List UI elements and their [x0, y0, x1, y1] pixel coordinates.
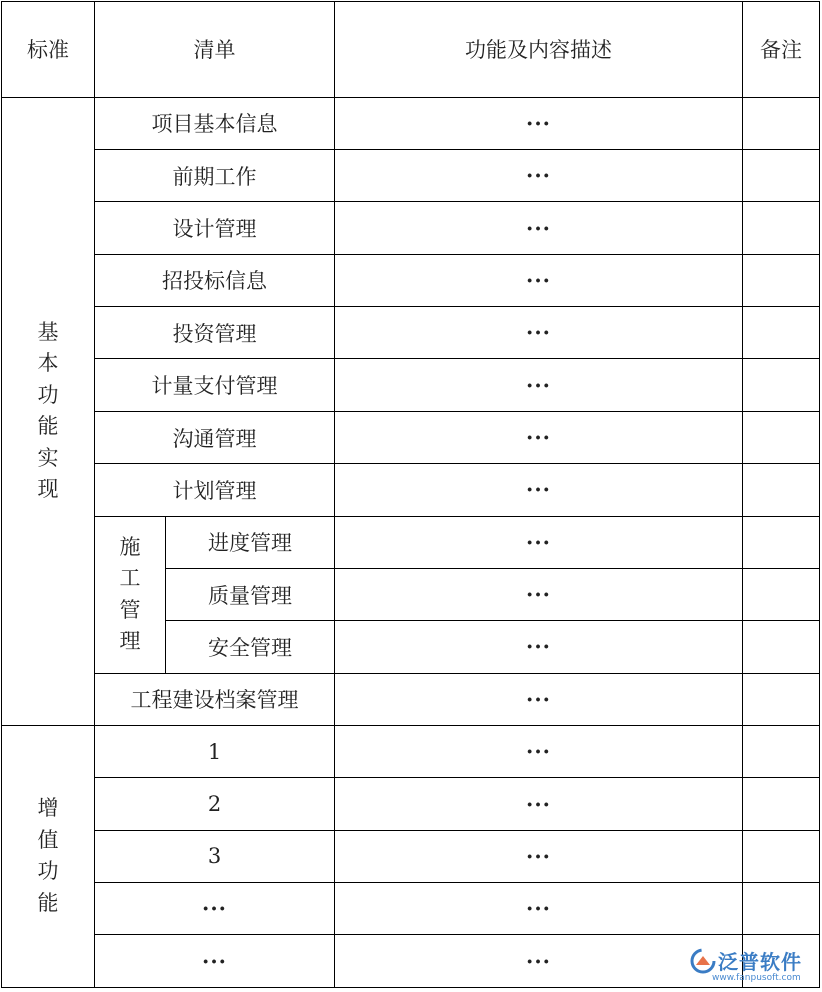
- item-remark: [743, 725, 820, 777]
- table-row: [2, 778, 820, 830]
- item-desc: ···: [335, 464, 743, 516]
- table-row: [2, 883, 820, 935]
- item-name: ···: [95, 883, 335, 935]
- group-basic-functions: [2, 97, 95, 725]
- item-remark: [743, 883, 820, 935]
- item-remark: [743, 150, 820, 202]
- table-row: [2, 254, 820, 306]
- group-basic-label: 基本功能实现: [37, 319, 59, 502]
- group-value-added: [2, 725, 95, 987]
- item-desc: ···: [335, 673, 743, 725]
- watermark-brand: 泛普软件: [718, 950, 802, 974]
- table-row: [2, 202, 820, 254]
- item-name: 投资管理: [95, 307, 335, 359]
- table-row: [2, 359, 820, 411]
- item-desc: ···: [335, 202, 743, 254]
- item-desc: ···: [335, 150, 743, 202]
- header-remarks: 备注: [743, 2, 820, 98]
- item-name: 前期工作: [95, 150, 335, 202]
- item-name: 质量管理: [166, 568, 335, 620]
- item-desc: ···: [335, 97, 743, 149]
- item-desc: ···: [335, 621, 743, 673]
- item-remark: [743, 254, 820, 306]
- watermark-url: www.fanpusoft.com: [712, 973, 801, 983]
- item-name: 沟通管理: [95, 411, 335, 463]
- item-remark: [743, 202, 820, 254]
- table-row: [2, 411, 820, 463]
- table-row: [2, 516, 820, 568]
- fanpu-logo-icon: [690, 948, 716, 974]
- item-name: ···: [95, 935, 335, 988]
- item-remark: [743, 464, 820, 516]
- item-remark: [743, 621, 820, 673]
- table-row: [2, 830, 820, 882]
- item-remark: [743, 673, 820, 725]
- item-remark: [743, 568, 820, 620]
- table-row: [2, 97, 820, 149]
- header-row: [2, 2, 820, 98]
- item-name: 进度管理: [166, 516, 335, 568]
- item-remark: [743, 359, 820, 411]
- table-row: [2, 150, 820, 202]
- item-desc: ···: [335, 307, 743, 359]
- subgroup-construction-label: 施工管理: [119, 534, 141, 654]
- group-value-added-label: 增值功能: [37, 796, 59, 915]
- item-remark: [743, 411, 820, 463]
- header-standard: 标准: [2, 2, 95, 98]
- item-name: 工程建设档案管理: [95, 673, 335, 725]
- table-row: [2, 464, 820, 516]
- item-desc: ···: [335, 935, 743, 988]
- fanpu-watermark: [690, 946, 818, 988]
- item-name: 3: [95, 830, 335, 882]
- subgroup-construction: [95, 516, 166, 673]
- table-row: [2, 307, 820, 359]
- item-remark: [743, 778, 820, 830]
- item-name: 项目基本信息: [95, 97, 335, 149]
- item-desc: ···: [335, 830, 743, 882]
- item-name: 安全管理: [166, 621, 335, 673]
- item-name: 1: [95, 725, 335, 777]
- item-desc: ···: [335, 254, 743, 306]
- item-desc: ···: [335, 411, 743, 463]
- item-name: 设计管理: [95, 202, 335, 254]
- item-desc: ···: [335, 516, 743, 568]
- item-desc: ···: [335, 359, 743, 411]
- item-desc: ···: [335, 568, 743, 620]
- function-spec-table: [1, 1, 820, 988]
- table-row: [2, 725, 820, 777]
- item-remark: [743, 516, 820, 568]
- item-name: 2: [95, 778, 335, 830]
- item-remark: [743, 307, 820, 359]
- item-name: 招投标信息: [95, 254, 335, 306]
- item-desc: ···: [335, 778, 743, 830]
- item-name: 计量支付管理: [95, 359, 335, 411]
- table-row: [2, 673, 820, 725]
- item-desc: ···: [335, 725, 743, 777]
- item-desc: ···: [335, 883, 743, 935]
- item-remark: [743, 97, 820, 149]
- item-name: 计划管理: [95, 464, 335, 516]
- item-remark: [743, 830, 820, 882]
- header-description: 功能及内容描述: [335, 2, 743, 98]
- header-list: 清单: [95, 2, 335, 98]
